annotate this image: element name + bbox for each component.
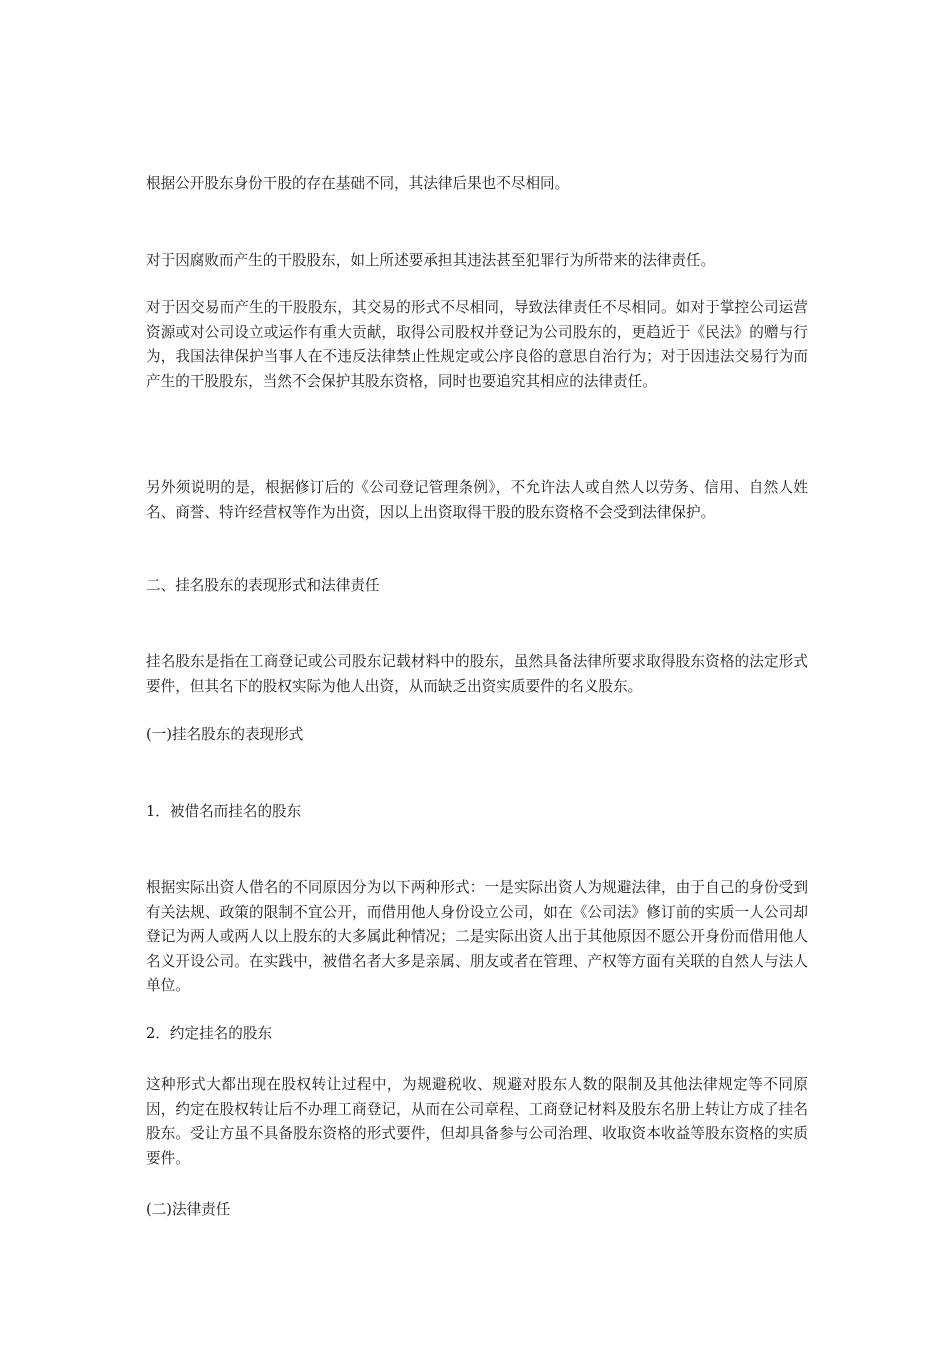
paragraph-different-consequences: 根据公开股东身份干股的存在基础不同，其法律后果也不尽相同。 (146, 175, 570, 192)
paragraph-borrowed-name-forms: 根据实际出资人借名的不同原因分为以下两种形式：一是实际出资人为规避法律，由于自己的身份受到有关法规、政策的限制不宜公开，而借用他人身份设立公司，如在《公司法》修订前的实质一人公司却登记为两人或两人以上股东的大多属此种情况；二是实际出资人出于其他原因不愿公开身份而借用他人名义开设公司。在实践中，被借名者大多是亲属、朋友或者在管理、产权等方面有关联的自然人与法人单位。 (146, 879, 808, 995)
paragraph-transaction-shareholders: 对于因交易而产生的干股股东，其交易的形式不尽相同，导致法律责任不尽相同。如对于掌控公司运营资源或对公司设立或运作有重大贡献，取得公司股权并登记为公司股东的，更趋近于《民法》的赠与行为，我国法律保护当事人在不违反法律禁止性规定或公序良俗的意思自治行为；对于因违法交易行为而产生的干股股东，当然不会保护其股东资格，同时也要追究其相应的法律责任。 (146, 299, 808, 390)
section-heading-nominal-shareholders: 二、挂名股东的表现形式和法律责任 (146, 577, 380, 594)
paragraph-registration-regulation: 另外须说明的是，根据修订后的《公司登记管理条例》，不允许法人或自然人以劳务、信用、自然人姓名、商誉、特许经营权等作为出资，因以上出资取得干股的股东资格不会受到法律保护。 (146, 479, 808, 521)
item-heading-borrowed-name: 1．被借名而挂名的股东 (146, 803, 302, 820)
subheading-legal-liability: (二)法律责任 (146, 1201, 231, 1218)
paragraph-corruption-shareholders: 对于因腐败而产生的干股股东，如上所述要承担其违法甚至犯罪行为所带来的法律责任。 (146, 252, 716, 269)
subheading-forms: (一)挂名股东的表现形式 (146, 726, 304, 743)
item-heading-agreed-nominal: 2．约定挂名的股东 (146, 1025, 273, 1042)
paragraph-agreed-nominal: 这种形式大都出现在股权转让过程中，为规避税收、规避对股东人数的限制及其他法律规定等不同原因，约定在股权转让后不办理工商登记，从而在公司章程、工商登记材料及股东名册上转让方成了挂名股东。受让方虽不具备股东资格的形式要件，但却具备参与公司治理、收取资本收益等股东资格的实质要件。 (146, 1076, 808, 1167)
paragraph-nominal-definition: 挂名股东是指在工商登记或公司股东记载材料中的股东，虽然具备法律所要求取得股东资格的法定形式要件，但其名下的股权实际为他人出资，从而缺乏出资实质要件的名义股东。 (146, 653, 808, 695)
